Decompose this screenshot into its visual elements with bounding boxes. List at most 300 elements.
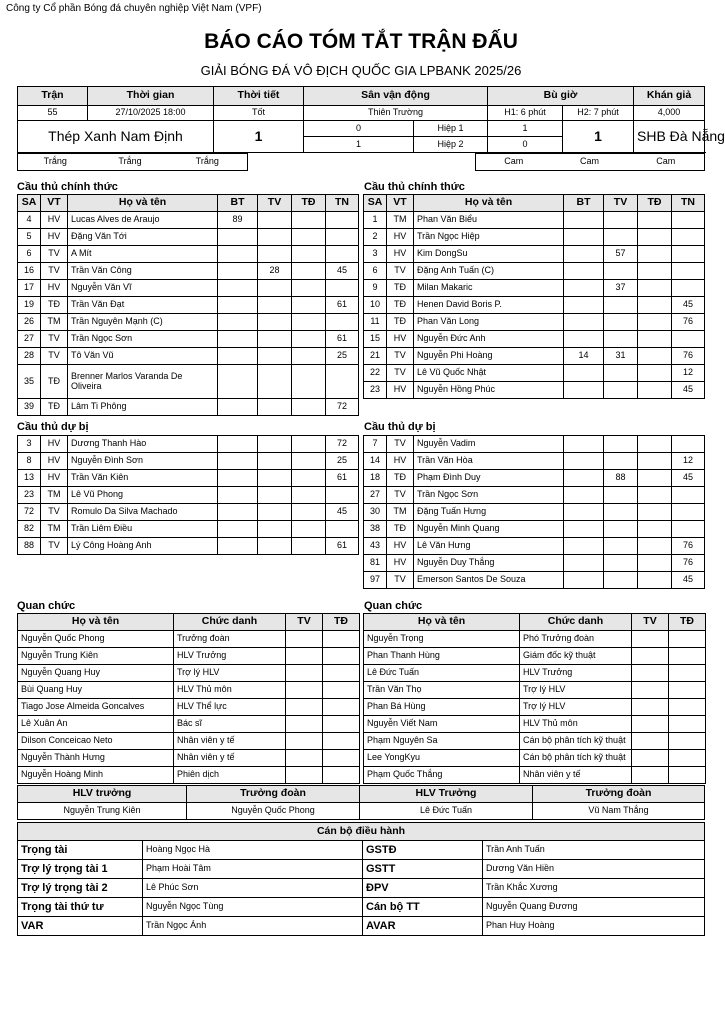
official-role: Giám đốc kỹ thuật	[520, 648, 632, 665]
column-header-td: TĐ	[292, 195, 326, 212]
player-name: Đặng Anh Tuấn (C)	[414, 263, 564, 280]
official-row	[18, 682, 360, 699]
official-tv	[632, 648, 669, 665]
player-tn: 45	[326, 263, 359, 280]
player-row	[18, 263, 359, 280]
supervisor-role: AVAR	[363, 917, 483, 936]
official-name: Nguyễn Viết Nam	[364, 716, 520, 733]
official-td	[669, 682, 706, 699]
column-header-sa: SA	[18, 195, 41, 212]
home-officials-heading: Quan chức	[17, 600, 76, 612]
official-td	[323, 665, 360, 682]
extra-time-h1: H1: 6 phút	[488, 106, 563, 121]
player-name: Phan Văn Biểu	[414, 212, 564, 229]
player-name: Romulo Da Silva Machado	[68, 504, 218, 521]
player-td	[638, 436, 672, 453]
player-tv: 31	[604, 348, 638, 365]
player-vt: TĐ	[41, 399, 68, 416]
player-td	[638, 365, 672, 382]
official-name: Lê Xuân An	[18, 716, 174, 733]
away-team-score: 1	[563, 121, 634, 153]
header-weather: Thời tiết	[214, 87, 304, 106]
player-name: Nguyễn Minh Quang	[414, 521, 564, 538]
player-name: Nguyễn Vadim	[414, 436, 564, 453]
home-team-score: 1	[214, 121, 304, 153]
supervisor-role: GSTĐ	[363, 841, 483, 860]
half2-home-score: 1	[304, 137, 414, 153]
player-tv	[258, 297, 292, 314]
player-tn: 12	[672, 365, 705, 382]
player-name: Trần Nguyên Mạnh (C)	[68, 314, 218, 331]
player-name: Trần Văn Đạt	[68, 297, 218, 314]
player-name: Dương Thanh Hào	[68, 436, 218, 453]
column-header-bt: BT	[564, 195, 604, 212]
player-name: Nguyễn Phi Hoàng	[414, 348, 564, 365]
player-bt	[564, 365, 604, 382]
player-bt	[218, 436, 258, 453]
player-vt: TV	[387, 572, 414, 589]
player-tn: 45	[672, 470, 705, 487]
official-name: Lê Đức Tuấn	[364, 665, 520, 682]
player-row	[18, 399, 359, 416]
player-bt	[564, 453, 604, 470]
column-header-tv: TV	[604, 195, 638, 212]
player-tv	[258, 453, 292, 470]
player-bt	[218, 365, 258, 399]
player-tv	[604, 453, 638, 470]
player-row	[18, 453, 359, 470]
referees-header: Cán bộ điều hành	[18, 823, 705, 841]
official-name: Phạm Nguyên Sa	[364, 733, 520, 750]
player-vt: HV	[387, 246, 414, 263]
player-vt: TĐ	[387, 280, 414, 297]
column-header-name: Họ và tên	[414, 195, 564, 212]
player-tn	[326, 487, 359, 504]
supervisor-name: Dương Văn Hiền	[483, 860, 705, 879]
official-tv	[632, 750, 669, 767]
player-sa: 88	[18, 538, 41, 555]
player-sa: 11	[364, 314, 387, 331]
player-bt	[564, 538, 604, 555]
player-td	[292, 246, 326, 263]
player-td	[292, 365, 326, 399]
official-role: Nhân viên y tế	[174, 733, 286, 750]
player-name: Lê Vũ Quốc Nhật	[414, 365, 564, 382]
official-role: Cán bộ phân tích kỹ thuật	[520, 733, 632, 750]
player-sa: 35	[18, 365, 41, 399]
official-td	[323, 716, 360, 733]
player-row	[18, 504, 359, 521]
official-td	[323, 750, 360, 767]
away-subs-heading: Cầu thủ dự bị	[364, 421, 436, 433]
player-td	[638, 263, 672, 280]
official-row	[364, 699, 706, 716]
half2-label: Hiệp 2	[414, 137, 488, 153]
player-bt	[564, 436, 604, 453]
official-role: HLV Thủ môn	[520, 716, 632, 733]
official-name: Nguyễn Hoàng Minh	[18, 767, 174, 784]
player-td	[638, 504, 672, 521]
player-vt: HV	[41, 280, 68, 297]
player-tv	[258, 212, 292, 229]
player-tv: 28	[258, 263, 292, 280]
player-td	[638, 382, 672, 399]
official-role: Cán bộ phân tích kỹ thuật	[520, 750, 632, 767]
player-tv	[258, 521, 292, 538]
official-name: Nguyễn Trọng	[364, 631, 520, 648]
player-row	[18, 280, 359, 297]
player-vt: TĐ	[387, 470, 414, 487]
player-vt: TĐ	[41, 297, 68, 314]
player-sa: 82	[18, 521, 41, 538]
player-vt: HV	[41, 453, 68, 470]
column-header-tn: TN	[672, 195, 705, 212]
player-tn	[672, 436, 705, 453]
player-bt: 89	[218, 212, 258, 229]
official-role: Trưởng đoàn	[174, 631, 286, 648]
player-sa: 13	[18, 470, 41, 487]
official-tv	[286, 699, 323, 716]
player-bt	[564, 212, 604, 229]
player-row	[364, 453, 705, 470]
player-tn: 12	[672, 453, 705, 470]
official-name: Nguyễn Quốc Phong	[18, 631, 174, 648]
player-tn	[672, 263, 705, 280]
supervisor-role: ĐPV	[363, 879, 483, 898]
player-bt	[218, 229, 258, 246]
player-sa: 27	[364, 487, 387, 504]
player-tv	[604, 382, 638, 399]
player-name: Emerson Santos De Souza	[414, 572, 564, 589]
official-row	[18, 699, 360, 716]
official-tv	[632, 699, 669, 716]
official-td	[669, 750, 706, 767]
player-bt	[218, 246, 258, 263]
player-name: Trần Ngọc Sơn	[68, 331, 218, 348]
player-td	[292, 399, 326, 416]
player-tv	[258, 538, 292, 555]
official-name: Bùi Quang Huy	[18, 682, 174, 699]
column-header-vt: VT	[41, 195, 68, 212]
player-td	[638, 314, 672, 331]
official-tv	[286, 716, 323, 733]
player-sa: 16	[18, 263, 41, 280]
player-sa: 3	[364, 246, 387, 263]
player-bt	[564, 263, 604, 280]
official-row	[364, 682, 706, 699]
player-row	[364, 538, 705, 555]
player-row	[18, 212, 359, 229]
player-tn	[672, 504, 705, 521]
player-sa: 21	[364, 348, 387, 365]
player-bt	[218, 314, 258, 331]
player-bt	[218, 521, 258, 538]
player-tn: 72	[326, 436, 359, 453]
player-name: Nguyễn Đức Anh	[414, 331, 564, 348]
player-bt	[564, 470, 604, 487]
referee-name: Phạm Hoài Tâm	[143, 860, 363, 879]
home-subs-heading: Cầu thủ dự bị	[17, 421, 89, 433]
player-tv	[258, 348, 292, 365]
player-name: Lê Văn Hưng	[414, 538, 564, 555]
spectators-count: 4,000	[634, 106, 705, 121]
player-tv	[604, 331, 638, 348]
player-row	[364, 521, 705, 538]
player-vt: TĐ	[387, 314, 414, 331]
player-tv	[604, 521, 638, 538]
player-tn	[672, 280, 705, 297]
player-vt: TV	[41, 263, 68, 280]
official-row	[18, 750, 360, 767]
player-td	[638, 246, 672, 263]
official-name: Nguyễn Trung Kiên	[18, 648, 174, 665]
player-name: Brenner Marlos Varanda De Oliveira	[68, 365, 218, 399]
player-tn	[326, 365, 359, 399]
player-sa: 10	[364, 297, 387, 314]
supervisor-name: Nguyễn Quang Đương	[483, 898, 705, 917]
official-tv	[286, 631, 323, 648]
player-row	[18, 521, 359, 538]
player-bt	[218, 470, 258, 487]
player-row	[18, 470, 359, 487]
player-td	[638, 212, 672, 229]
player-row	[364, 246, 705, 263]
half1-away-score: 1	[488, 121, 563, 137]
player-bt	[218, 453, 258, 470]
official-row	[18, 631, 360, 648]
player-row	[18, 365, 359, 399]
player-td	[292, 487, 326, 504]
official-row	[364, 648, 706, 665]
player-name: Trần Văn Công	[68, 263, 218, 280]
player-bt	[218, 331, 258, 348]
player-tv	[604, 504, 638, 521]
official-tv	[286, 648, 323, 665]
player-tn	[672, 521, 705, 538]
player-tv: 88	[604, 470, 638, 487]
official-row	[18, 665, 360, 682]
player-row	[18, 314, 359, 331]
player-name: Phạm Đình Duy	[414, 470, 564, 487]
official-role: Bác sĩ	[174, 716, 286, 733]
official-name: Nguyễn Quang Huy	[18, 665, 174, 682]
player-td	[638, 538, 672, 555]
player-name: Trần Ngọc Sơn	[414, 487, 564, 504]
player-vt: TV	[387, 436, 414, 453]
official-td	[323, 767, 360, 784]
player-tn	[672, 331, 705, 348]
player-sa: 7	[364, 436, 387, 453]
player-name: Trần Văn Kiên	[68, 470, 218, 487]
player-tn: 76	[672, 348, 705, 365]
player-td	[292, 263, 326, 280]
referee-role: Trọng tài thứ tư	[18, 898, 143, 917]
official-td	[323, 648, 360, 665]
official-tv	[632, 682, 669, 699]
player-td	[292, 348, 326, 365]
official-tv	[632, 631, 669, 648]
away-team-name: SHB Đà Nẵng	[634, 121, 705, 153]
official-td	[323, 733, 360, 750]
player-tn: 45	[672, 297, 705, 314]
player-name: Đặng Văn Tới	[68, 229, 218, 246]
player-bt	[218, 487, 258, 504]
extra-time-h2: H2: 7 phút	[563, 106, 634, 121]
official-td	[669, 716, 706, 733]
official-row	[18, 716, 360, 733]
official-row	[364, 750, 706, 767]
column-header-bt: BT	[218, 195, 258, 212]
player-sa: 4	[18, 212, 41, 229]
player-bt	[218, 538, 258, 555]
player-tn	[326, 246, 359, 263]
player-td	[638, 521, 672, 538]
player-row	[18, 436, 359, 453]
official-row	[18, 767, 360, 784]
away-kit-2: Cam	[552, 154, 628, 171]
player-td	[638, 453, 672, 470]
official-role: HLV Trưởng	[520, 665, 632, 682]
referee-row	[18, 841, 705, 860]
player-row	[364, 348, 705, 365]
player-vt: TM	[41, 521, 68, 538]
official-td	[669, 767, 706, 784]
home-kit-2: Trắng	[93, 154, 168, 171]
player-td	[638, 331, 672, 348]
official-td	[323, 682, 360, 699]
player-vt: TV	[387, 348, 414, 365]
player-vt: TM	[41, 487, 68, 504]
referee-name: Nguyễn Ngọc Tùng	[143, 898, 363, 917]
player-td	[292, 280, 326, 297]
half1-label: Hiệp 1	[414, 121, 488, 137]
player-tn: 61	[326, 470, 359, 487]
away-subs-table	[363, 435, 705, 589]
player-vt: HV	[387, 331, 414, 348]
player-tn: 61	[326, 297, 359, 314]
officials-header-td: TĐ	[669, 614, 706, 631]
header-spectators: Khán giả	[634, 87, 705, 106]
player-td	[292, 297, 326, 314]
player-tn: 76	[672, 314, 705, 331]
player-sa: 14	[364, 453, 387, 470]
official-role: HLV Thể lực	[174, 699, 286, 716]
player-row	[364, 470, 705, 487]
official-name: Phan Thanh Hùng	[364, 648, 520, 665]
player-name: Lucas Alves de Araujo	[68, 212, 218, 229]
player-row	[364, 331, 705, 348]
player-bt	[218, 348, 258, 365]
player-vt: TV	[41, 538, 68, 555]
player-row	[18, 246, 359, 263]
official-name: Nguyễn Thành Hưng	[18, 750, 174, 767]
away-starting-table	[363, 194, 705, 399]
player-name: Nguyễn Văn Vĩ	[68, 280, 218, 297]
away-lead-name: Vũ Nam Thắng	[533, 803, 705, 820]
player-sa: 72	[18, 504, 41, 521]
player-td	[292, 453, 326, 470]
official-name: Phan Bá Hùng	[364, 699, 520, 716]
player-sa: 97	[364, 572, 387, 589]
official-tv	[632, 716, 669, 733]
player-name: A Mít	[68, 246, 218, 263]
player-sa: 30	[364, 504, 387, 521]
official-role: Phiên dịch	[174, 767, 286, 784]
player-bt	[564, 229, 604, 246]
header-stadium: Sân vận động	[304, 87, 488, 106]
player-row	[364, 572, 705, 589]
player-sa: 26	[18, 314, 41, 331]
player-vt: TĐ	[387, 297, 414, 314]
player-name: Kim DongSu	[414, 246, 564, 263]
away-kit-3: Cam	[628, 154, 705, 171]
player-tn: 45	[326, 504, 359, 521]
player-sa: 23	[18, 487, 41, 504]
player-tv	[258, 436, 292, 453]
player-bt	[564, 382, 604, 399]
home-lead-name: Nguyễn Quốc Phong	[187, 803, 360, 820]
official-row	[364, 716, 706, 733]
official-role: Nhân viên y tế	[520, 767, 632, 784]
player-name: Lâm Ti Phông	[68, 399, 218, 416]
away-officials-heading: Quan chức	[364, 600, 423, 612]
official-tv	[286, 750, 323, 767]
player-td	[292, 504, 326, 521]
official-td	[669, 631, 706, 648]
referee-role: Trọng tài	[18, 841, 143, 860]
player-bt	[218, 263, 258, 280]
player-sa: 22	[364, 365, 387, 382]
header-match: Trận	[18, 87, 88, 106]
official-name: Lee YongKyu	[364, 750, 520, 767]
player-tn	[326, 229, 359, 246]
player-bt	[564, 314, 604, 331]
player-bt	[564, 246, 604, 263]
home-coach-name: Nguyễn Trung Kiên	[18, 803, 187, 820]
header-time: Thời gian	[88, 87, 214, 106]
column-header-vt: VT	[387, 195, 414, 212]
player-vt: TĐ	[387, 521, 414, 538]
player-name: Đặng Tuấn Hưng	[414, 504, 564, 521]
official-role: Trợ lý HLV	[174, 665, 286, 682]
player-td	[292, 229, 326, 246]
header-extra-time: Bù giờ	[488, 87, 634, 106]
player-row	[364, 504, 705, 521]
player-row	[364, 297, 705, 314]
player-tv	[604, 212, 638, 229]
player-tv	[258, 487, 292, 504]
referee-role: Trợ lý trọng tài 1	[18, 860, 143, 879]
player-vt: TV	[41, 348, 68, 365]
player-row	[18, 487, 359, 504]
player-tv	[258, 504, 292, 521]
player-row	[364, 555, 705, 572]
player-vt: TM	[387, 504, 414, 521]
official-td	[669, 665, 706, 682]
home-coach-header: HLV trưởng	[18, 786, 187, 803]
player-bt	[218, 399, 258, 416]
match-number: 55	[18, 106, 88, 121]
player-bt	[218, 504, 258, 521]
player-td	[292, 212, 326, 229]
match-info-table	[17, 86, 725, 153]
player-vt: HV	[41, 436, 68, 453]
official-row	[364, 631, 706, 648]
player-vt: HV	[387, 382, 414, 399]
player-bt	[564, 280, 604, 297]
column-header-name: Họ và tên	[68, 195, 218, 212]
player-tn	[326, 521, 359, 538]
